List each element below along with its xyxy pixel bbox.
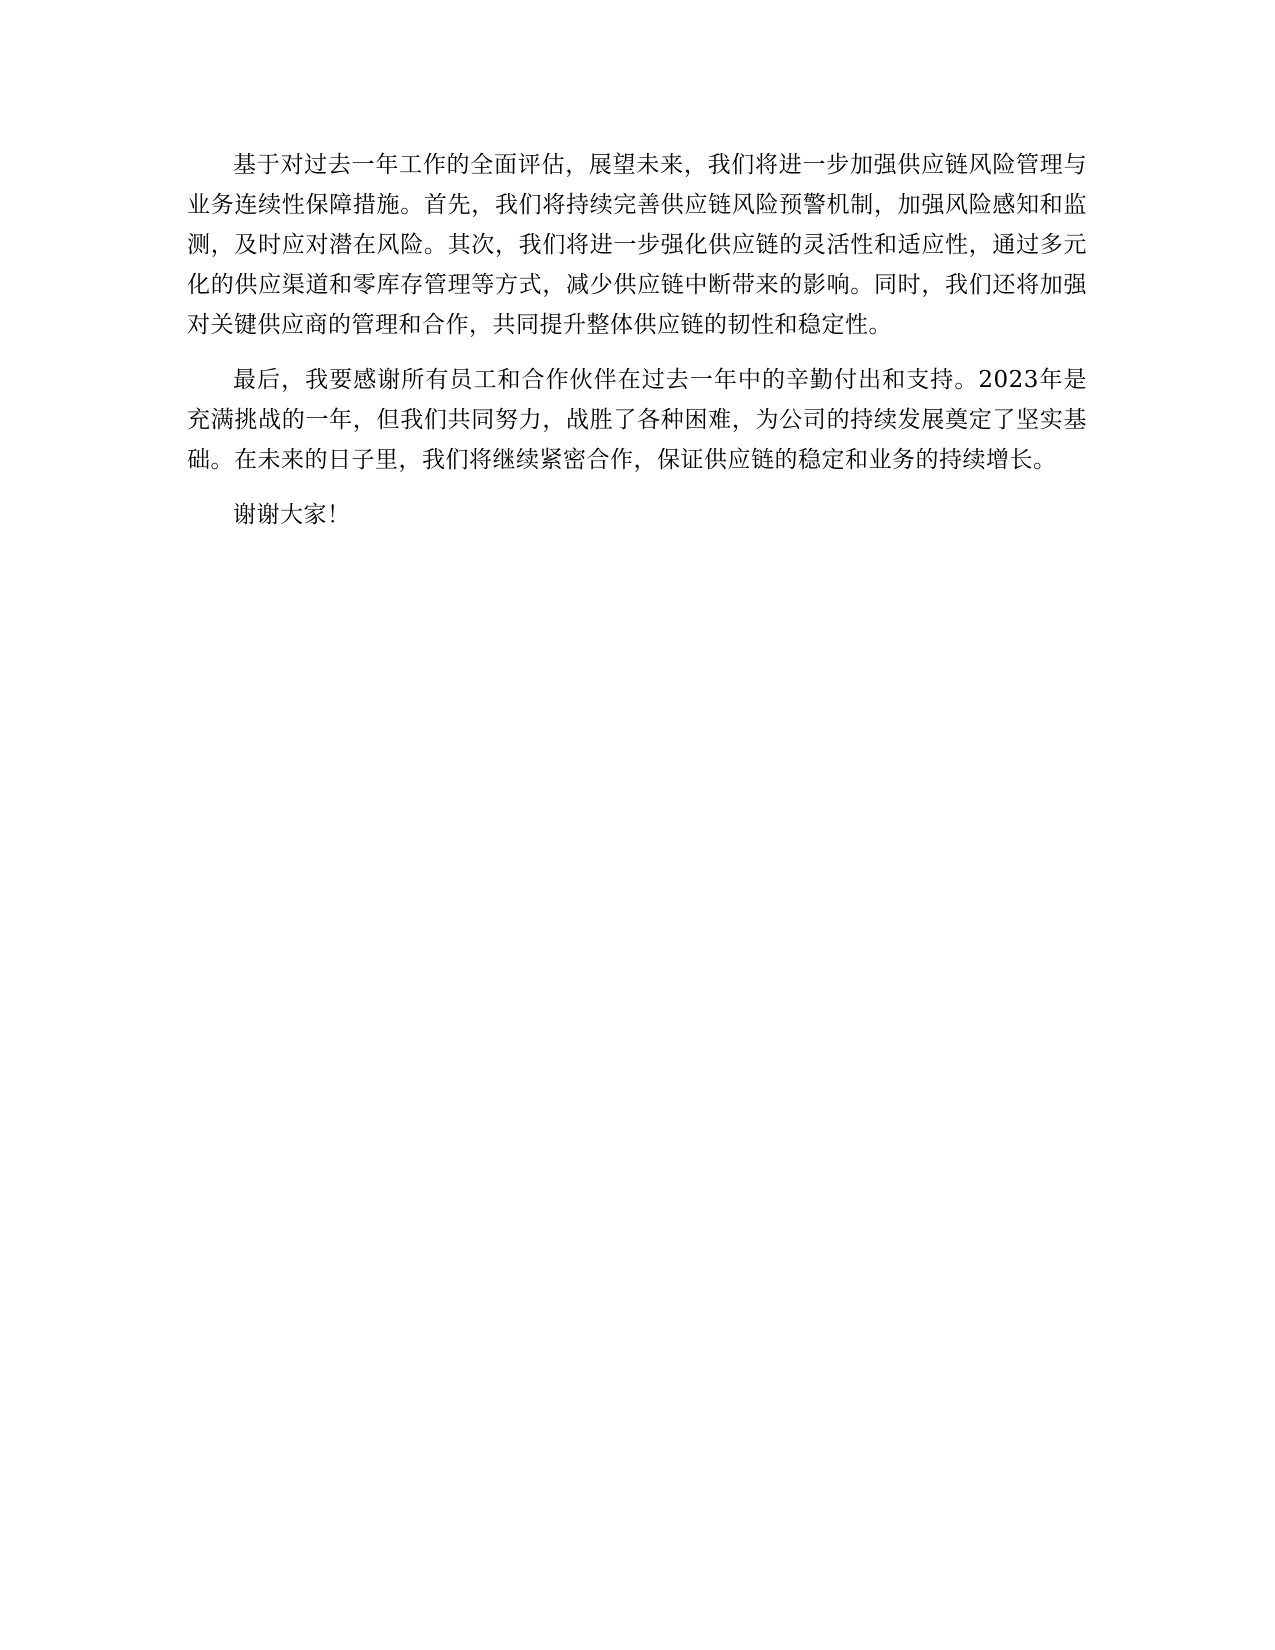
paragraph-thanks: 最后，我要感谢所有员工和合作伙伴在过去一年中的辛勤付出和支持。2023年是充满挑战的一年，但我们共同努力，战胜了各种困难，为公司的持续发展奠定了坚实基础。在未来的日子里，我们将继续紧密合作，保证供应链的稳定和业务的持续增长。 [187,367,1087,473]
paragraph-closing: 谢谢大家！ [233,502,351,528]
document-body [187,145,1087,550]
paragraph-outlook: 基于对过去一年工作的全面评估，展望未来，我们将进一步加强供应链风险管理与业务连续性保障措施。首先，我们将持续完善供应链风险预警机制，加强风险感知和监测，及时应对潜在风险。其次，我们将进一步强化供应链的灵活性和适应性，通过多元化的供应渠道和零库存管理等方式，减少供应链中断带来的影响。同时，我们还将加强对关键供应商的管理和合作，共同提升整体供应链的韧性和稳定性。 [187,152,1087,338]
